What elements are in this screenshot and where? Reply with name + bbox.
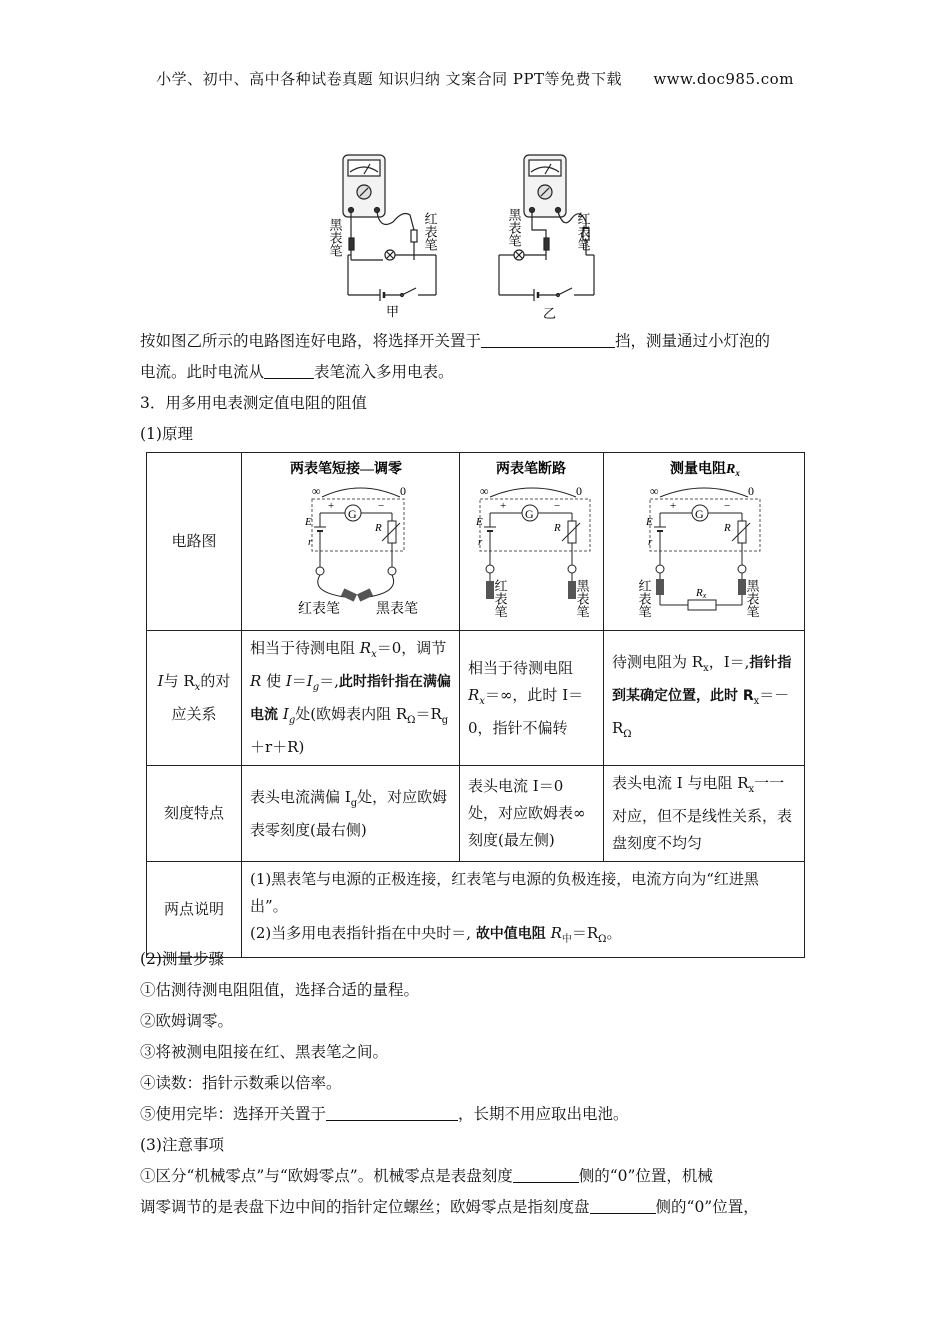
section-3-heading: 3．用多用电表测定值电阻的阻值 — [140, 394, 367, 412]
minus-label-2: − — [554, 500, 561, 512]
intro-text-2a: 电流。此时电流从 — [140, 363, 265, 381]
diagram-open-circuit — [460, 453, 604, 631]
diagram-open-circuit-svg — [468, 457, 611, 617]
blank-mech-zero-side[interactable] — [513, 1164, 579, 1183]
step-4: ④读数：指针示数乘以倍率。 — [140, 1074, 342, 1092]
note-item-1-cont: 调零调节的是表盘下边中间的指针定位螺丝；欧姆零点是指刻度盘 侧的“0”位置， — [140, 1192, 815, 1223]
black-probe-label-2: 黑表笔 — [574, 579, 590, 617]
red-probe-label-2: 红表笔 — [492, 579, 508, 617]
diagram-short-zero-svg — [250, 457, 467, 617]
row-head-notes: 两点说明 — [147, 862, 242, 958]
internal-r-label-2: r — [478, 536, 483, 548]
blank-probe-color[interactable] — [264, 360, 314, 379]
diagram-measure-rx-svg — [612, 457, 812, 617]
cell-relation-open: 相当于待测电阻 $R_x=\infty$，此时 I＝0，指针不偏转 — [460, 631, 604, 766]
note-2: (2)当多用电表指针指在中央时＝, 故中值电阻 $R_中=R_\Omega$。 — [250, 924, 622, 945]
fig-jia-label: 甲 — [386, 304, 400, 319]
diagram-title-1: 两表笔短接—调零 — [290, 462, 402, 477]
red-probe-label-3: 红表笔 — [636, 579, 652, 617]
header-url: www.doc985.com — [653, 70, 794, 88]
minus-label-3: − — [724, 500, 731, 512]
page-header — [0, 68, 950, 89]
fig-yi-label: 乙 — [543, 306, 557, 321]
table-row-circuit — [147, 453, 805, 631]
row-head-relation: I与 $R_x$的对应关系 — [147, 631, 242, 766]
row-head-scale: 刻度特点 — [147, 766, 242, 862]
emf-label: E — [305, 516, 312, 528]
step-3: ③将被测电阻接在红、黑表笔之间。 — [140, 1043, 389, 1061]
rx-label: Rx — [696, 587, 707, 600]
internal-r-label-3: r — [648, 536, 653, 548]
black-probe-label-1: 黑表笔 — [376, 602, 418, 617]
zero-label-3: 0 — [748, 484, 754, 498]
step-1: ①估测待测电阻阻值，选择合适的量程。 — [140, 981, 420, 999]
intro-paragraph — [140, 326, 815, 388]
header-text: 小学、初中、高中各种试卷真题 知识归纳 文案合同 PPT等免费下载 — [156, 70, 623, 88]
zero-label-2: 0 — [576, 484, 582, 498]
subsection-steps: (2)测量步骤 — [140, 950, 224, 968]
black-probe-label-3: 黑表笔 — [744, 579, 760, 617]
emf-label-2: E — [476, 516, 483, 528]
plus-label-2: + — [500, 500, 507, 512]
resistor-label: R — [375, 522, 382, 534]
steps-section — [140, 944, 815, 1223]
step-5: ⑤使用完毕：选择开关置于 ，长期不用应取出电池。 — [140, 1099, 815, 1130]
diagram-short-zero — [242, 453, 460, 631]
emf-label-3: E — [646, 516, 653, 528]
minus-label: − — [378, 500, 385, 512]
principle-table — [146, 452, 805, 958]
cell-relation-measure: 待测电阻为 $R_x$，I＝,指针指到某确定位置，此时 $R_x=-R_\Omega$ — [604, 631, 805, 766]
step-2: ②欧姆调零。 — [140, 1012, 234, 1030]
diagram-title-3: 测量电阻$R_x$ — [670, 462, 740, 478]
multimeter-circuit-figures — [318, 150, 638, 325]
galvanometer-label: G — [348, 507, 357, 521]
row-head-circuit: 电路图 — [147, 453, 242, 631]
diagram-measure-rx — [604, 453, 805, 631]
resistor-label-2: R — [554, 522, 561, 534]
blank-ohm-zero-side[interactable] — [590, 1195, 656, 1214]
inf-label-2: ∞ — [480, 484, 489, 498]
plus-label: + — [328, 500, 335, 512]
fig-jia-red-probe: 红表笔 — [422, 212, 438, 251]
fig-yi-red-probe: 红表笔 — [575, 212, 591, 251]
cell-relation-short: 相当于待测电阻 $R_x=0$，调节 R 使 $I=I_g=$,此时指针指在满偏电流 $I_g$处(欧姆表内阻 $R_\Omega=R_g+r+R$) — [242, 631, 460, 766]
red-probe-label-1: 红表笔 — [298, 602, 340, 617]
subsection-principle: (1)原理 — [140, 425, 193, 443]
galvanometer-label-2: G — [525, 507, 534, 521]
note-1: (1)黑表笔与电源的正极连接，红表笔与电源的负极连接，电流方向为“红进黑出”。 — [250, 870, 759, 915]
cell-scale-open: 表头电流 I＝0 处，对应欧姆表∞刻度(最左侧) — [460, 766, 604, 862]
cell-scale-short: 表头电流满偏 $I_g$处，对应欧姆表零刻度(最右侧) — [242, 766, 460, 862]
intro-text-1a: 按如图乙所示的电路图连好电路，将选择开关置于 — [140, 332, 482, 350]
table-row-relation — [147, 631, 805, 766]
galvanometer-label-3: G — [695, 507, 704, 521]
cell-scale-measure: 表头电流 I 与电阻 $R_x$一一对应，但不是线性关系，表盘刻度不均匀 — [604, 766, 805, 862]
fig-jia-black-probe: 黑表笔 — [327, 218, 343, 257]
intro-text-2b: 表笔流入多用电表。 — [314, 363, 454, 381]
note-item-1: ①区分“机械零点”与“欧姆零点”。机械零点是表盘刻度 侧的“0”位置，机械 — [140, 1161, 815, 1192]
blank-switch-position[interactable] — [481, 329, 615, 348]
diagram-title-2: 两表笔断路 — [496, 462, 566, 477]
intro-text-1b: 挡，测量通过小灯泡的 — [615, 332, 771, 350]
inf-label: ∞ — [312, 484, 321, 498]
table-row-scale — [147, 766, 805, 862]
subsection-notes: (3)注意事项 — [140, 1136, 224, 1154]
resistor-label-3: R — [724, 522, 731, 534]
blank-final-switch[interactable] — [326, 1102, 458, 1121]
fig-yi-black-probe: 黑表笔 — [506, 208, 522, 247]
internal-r-label: r — [308, 536, 313, 548]
inf-label-3: ∞ — [650, 484, 659, 498]
zero-label: 0 — [400, 484, 406, 498]
plus-label-3: + — [670, 500, 677, 512]
